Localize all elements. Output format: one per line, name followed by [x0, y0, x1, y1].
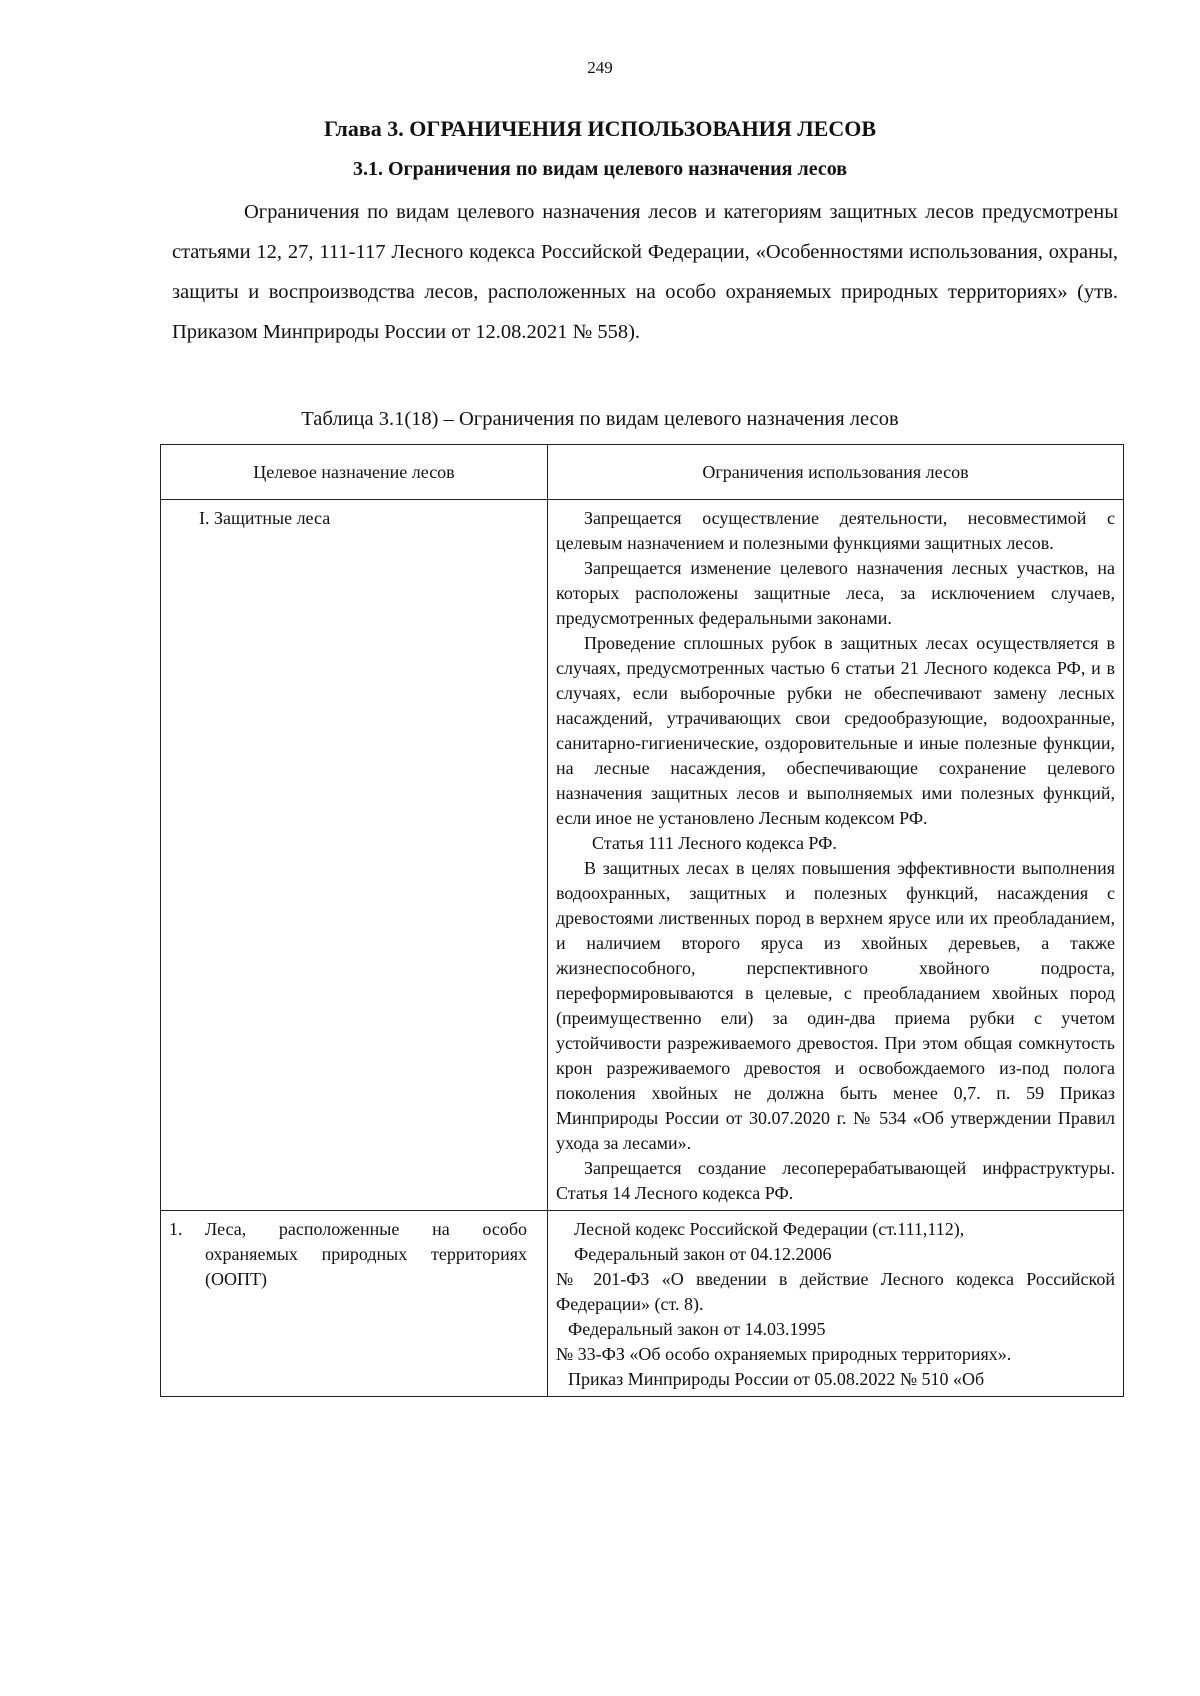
restriction-paragraph: Запрещается осуществление деятельности, несовместимой с целевым назначением и полезными функциями защитных лесов.	[556, 508, 1115, 553]
restrictions-table-container	[160, 444, 1123, 1397]
purpose-cell	[161, 500, 548, 1211]
page-number: 249	[587, 58, 613, 77]
restriction-paragraph: Лесной кодекс Российской Федерации (ст.111,112),	[574, 1219, 965, 1239]
restriction-paragraph: Федеральный закон от 14.03.1995	[568, 1319, 826, 1339]
restriction-paragraph: Запрещается создание лесоперерабатывающей инфраструктуры. Статья 14 Лесного кодекса РФ.	[556, 1158, 1115, 1203]
restrictions-table	[160, 444, 1124, 1397]
numbered-purpose	[169, 1217, 539, 1292]
header-purpose: Целевое назначение лесов	[161, 445, 548, 500]
section-title: 3.1. Ограничения по видам целевого назначения лесов	[353, 158, 847, 180]
table-row	[161, 1211, 1124, 1397]
table-header-row	[161, 445, 1124, 500]
purpose-text: I. Защитные леса	[199, 508, 331, 528]
intro-paragraph: Ограничения по видам целевого назначения лесов и категориям защитных лесов предусмотрены статьями 12, 27, 111-117 Лесного кодекса Российской Федерации, «Особенностями использования, охраны, защиты и воспроизводства лесов, расположенных на особо охраняемых природных территориях» (утв. Приказом Минприроды России от 12.08.2021 № 558).	[172, 201, 1118, 343]
table-caption: Таблица 3.1(18) – Ограничения по видам целевого назначения лесов	[301, 408, 899, 430]
restriction-paragraph: Статья 111 Лесного кодекса РФ.	[592, 833, 837, 853]
restriction-paragraph: В защитных лесах в целях повышения эффективности выполнения водоохранных, защитных и полезных функций, насаждения с древостоями лиственных пород в верхнем ярусе или их преобладанием, и наличием второго яруса из хвойных деревьев, а также жизнеспособного, перспективного хвойного подроста, переформировываются в целевые, с преобладанием хвойных пород (преимущественно ели) за один-два приема рубки с учетом устойчивости разреживаемого древостоя. При этом общая сомкнутость крон разреживаемого древостоя и освобождаемого из-под полога поколения хвойных не должна быть менее 0,7. п. 59 Приказ Минприроды России от 30.07.2020 г. № 534 «Об утверждении Правил ухода за лесами».	[556, 858, 1115, 1153]
row-number: 1.	[169, 1219, 183, 1239]
header-restrictions: Ограничения использования лесов	[548, 445, 1124, 500]
restriction-paragraph: № 33-ФЗ «Об особо охраняемых природных территориях».	[556, 1344, 1012, 1364]
table-row	[161, 500, 1124, 1211]
chapter-title: Глава 3. ОГРАНИЧЕНИЯ ИСПОЛЬЗОВАНИЯ ЛЕСОВ	[324, 116, 876, 141]
purpose-text: Леса, расположенные на особо охраняемых природных территориях (ООПТ)	[205, 1219, 527, 1289]
restriction-paragraph: Приказ Минприроды России от 05.08.2022 № 510 «Об	[568, 1369, 985, 1389]
purpose-cell	[161, 1211, 548, 1397]
restrictions-cell	[548, 1211, 1124, 1397]
restrictions-cell	[548, 500, 1124, 1211]
restriction-paragraph: № 201-ФЗ «О введении в действие Лесного кодекса Российской Федерации» (ст. 8).	[556, 1269, 1115, 1314]
restriction-paragraph: Федеральный закон от 04.12.2006	[574, 1244, 832, 1264]
restriction-paragraph: Запрещается изменение целевого назначения лесных участков, на которых расположены защитные леса, за исключением случаев, предусмотренных федеральными законами.	[556, 558, 1115, 628]
restriction-paragraph: Проведение сплошных рубок в защитных лесах осуществляется в случаях, предусмотренных частью 6 статьи 21 Лесного кодекса РФ, и в случаях, если выборочные рубки не обеспечивают замену лесных насаждений, утрачивающих свои средообразующие, водоохранные, санитарно-гигиенические, оздоровительные и иные полезные функции, на лесные насаждения, обеспечивающие сохранение целевого назначения защитных лесов и выполняемых ими полезных функций, если иное не установлено Лесным кодексом РФ.	[556, 633, 1115, 828]
